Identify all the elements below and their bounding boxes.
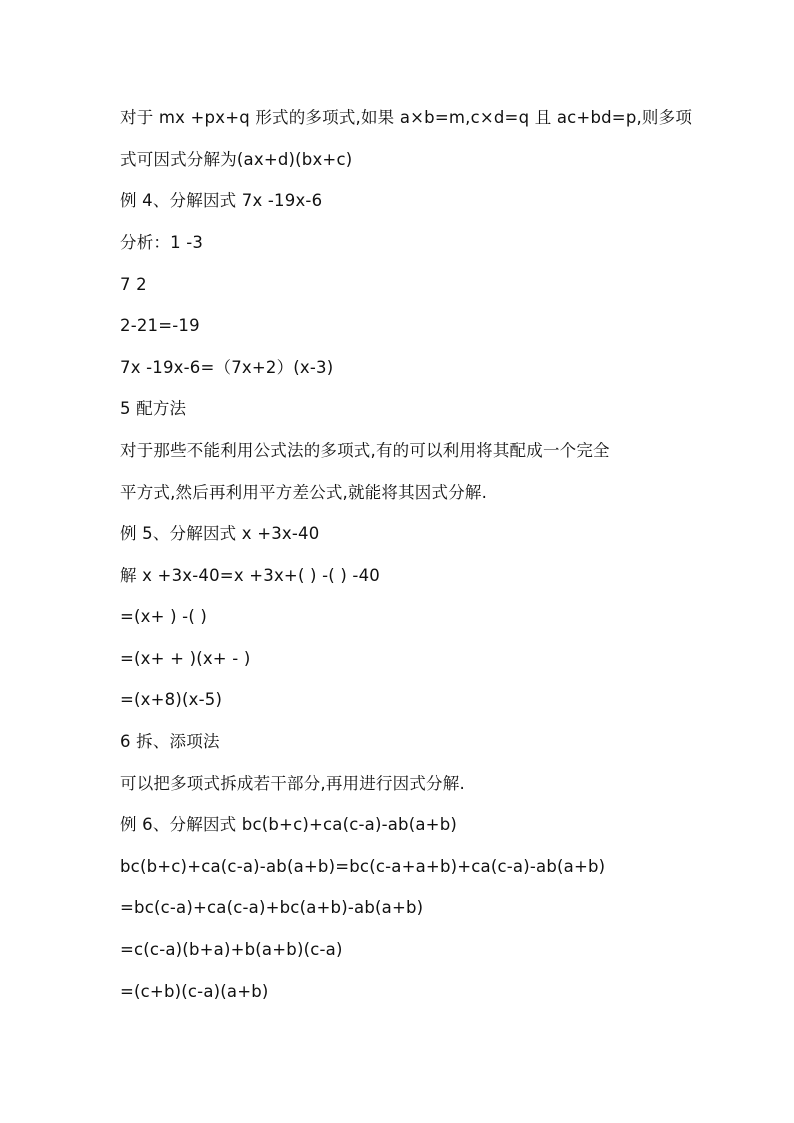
math-line: =(x+ ) -( ) — [120, 607, 208, 626]
paragraph-line: 式可因式分解为(ax+d)(bx+c) — [120, 150, 353, 169]
math-line: =c(c-a)(b+a)+b(a+b)(c-a) — [120, 940, 343, 959]
math-line: 分析：1 -3 — [120, 233, 204, 252]
math-line: 7x -19x-6=（7x+2）(x-3) — [120, 358, 334, 377]
paragraph-line: 对于那些不能利用公式法的多项式,有的可以利用将其配成一个完全 — [120, 441, 610, 460]
paragraph-line: 平方式,然后再利用平方差公式,就能将其因式分解. — [120, 483, 488, 502]
math-line: bc(b+c)+ca(c-a)-ab(a+b)=bc(c-a+a+b)+ca(c-a)-ab(a+b) — [120, 857, 606, 876]
paragraph-line: 对于 mx +px+q 形式的多项式,如果 a×b=m,c×d=q 且 ac+bd=p,则多项 — [120, 108, 693, 127]
math-line: =(c+b)(c-a)(a+b) — [120, 982, 269, 1001]
section-heading: 5 配方法 — [120, 399, 187, 418]
math-line: =(x+ + )(x+ - ) — [120, 649, 251, 668]
math-line: =bc(c-a)+ca(c-a)+bc(a+b)-ab(a+b) — [120, 898, 424, 917]
paragraph-line: 可以把多项式拆成若干部分,再用进行因式分解. — [120, 774, 465, 793]
example-heading: 例 5、分解因式 x +3x-40 — [120, 524, 320, 543]
section-heading: 6 拆、添项法 — [120, 732, 220, 751]
example-heading: 例 4、分解因式 7x -19x-6 — [120, 191, 323, 210]
example-heading: 例 6、分解因式 bc(b+c)+ca(c-a)-ab(a+b) — [120, 815, 458, 834]
math-line: =(x+8)(x-5) — [120, 690, 223, 709]
math-line: 解 x +3x-40=x +3x+( ) -( ) -40 — [120, 566, 380, 585]
math-line: 2-21=-19 — [120, 316, 200, 335]
math-line: 7 2 — [120, 275, 147, 294]
